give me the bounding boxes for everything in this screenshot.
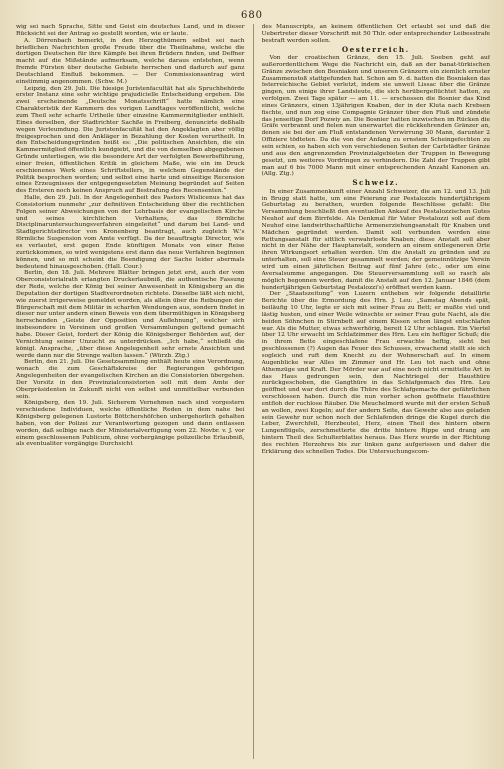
- article-paragraph: Berlin, den 21. Juli. Die Gesetzsammlung enthält heute eine Verordnung, wonach die zum Geschäftskreise der Regierungen gehörigen Angelegenheiten der evangelischen Kirchen an die Consistorien übergehen. Der Vorsitz in den Provinzialconsistorien soll mit dem Amte der Oberpräsidenten in Zukunft nicht von selbst und unmittelbar verbunden sein.: [16, 359, 245, 400]
- left-column: [16, 24, 245, 759]
- article-paragraph: In einer Zusammenkunft einer Anzahl Schweizer, die am 12. und 13. Juli in Brugg statt hatte, um eine Feierung zur Pestalozzis hundertjährigem Geburtstag zu berathen, wurden folgende Beschlüsse gefaßt: Die Versammlung beschließt den eventuellen Ankauf des Pestalozzischen Gutes Neuhof auf dem Birrfelde. Als Denkmal für Vater Pestalozzi soll auf dem Neuhof eine landwirthschaftliche Armenerziehungsanstalt für Knaben und Mädchen gegründet werden. Damit soll verbunden werden eine Rettungsanstalt für sittlich verwahrloste Knaben; diese Anstalt soll aber nicht in der Nähe der Hauptanstalt, sondern an einem entlegeneren Orte ihren Wirkungsort erhalten werden. Um die Anstalt zu gründen und zu unterhalten, soll eine Steuer gesammelt werden; der gemeinnützige Verein wird um einen jährlichen Beitrag auf fünf Jahre (etc., oder um eine Aversalsumme angegangen. Die Steuerversammlung soll so rasch als möglich begonnen werden, damit die Anstalt auf den 12. Januar 1846 (dem hundertjährigen Geburtstag Pestalozzi's) eröffnet werden kann.: [261, 188, 491, 291]
- article-paragraph: Königsberg, den 19. Juli. Sicherem Vernehmen nach sind vorgestern verschiedene Individuen, welche öffentliche Reden in dem nahe bei Königsberg gelegenen Lustorte Böttchershöfchen unbergehorlich gehalten haben, von der Polizei zur Verantwortung gezogen und dann entlassen worden, daß selbige nach der Ministerialverfügung vom 22. Novbr. v. J. vor einem geschlossenen Publicum, ohne vorhergängige polizeiliche Erlaubniß, als eventualiter vorgängige Durchsicht: [16, 400, 245, 448]
- section-heading: Oesterreich.: [341, 44, 410, 54]
- text-columns: [16, 24, 490, 759]
- column-divider: [253, 24, 254, 759]
- article-paragraph: Leipzig, den 29. Juli. Die hiesige Juristenfacultät hat als Spruchbehörde erster Instanz eine sehr wichtige prajudicielle Entscheidung ergehen. Die zwei erscheinende „Deutsche Monatsschrift“ hatte nämlich eine Charakteristik der Kammern des vorigen Landtages veröffentlicht, welche zum Theil sehr scharfe Urtheile über einzelne Kammermitglieder enthielt. Eines derselben, der Stadtrichter Sachße in Freiberg, denuncirte deßhalb wegen Verleumdung. Die Juristenfacultät hat den Angeklagten aber völlig freigesprochen und den Ankläger in Bezahlung der Kosten verurtheilt. In den Entscheidungsgründen heißt es: „Die politischen Ansichten, die ein Kammermitglied öffentlich kundgiebt, und die von demselben abgegebenen Gründe unterliegen, wie die besondere Art der verfolgten Bewerbsführung, einer freien, öffentlichen Kritik in gleichem Maße, wie ein im Druck erschienenes Werk eines Schriftstellers, in welchem Gegenstände der Politik besprochen worden; und selbst eine harte und einseitige Recension eines Erzeugnisses der entgegengesetzten Meinung begründet auf Seiten des Ersteren noch keinen Anspruch auf Bestrafung des Recensenten.“: [16, 85, 245, 195]
- article-paragraph: wig sei nach Sprache, Sitte und Geist ein deutsches Land, und in dieser Rücksicht sei der Antrag so gestellt worden, wie er laute.: [16, 24, 245, 37]
- right-column: [262, 24, 491, 759]
- article-paragraph: Halle, den 29. Juli. In der Angelegenheit des Pastors Wislicenus hat das Consistorium nunmehr „zur definitiven Entscheidung über die rechtlichen Folgen seiner Abweichungen von der Lehrbasis der evangelischen Kirche und seines kirchlichen Verhaltens, das förmliche Disciplinaruntersuchungsverfahren eingeleitet“ und darum bei Land- und Stadtgerichtsdirector von Kronenberg beantragt, auch zugleich W.'s förmliche Suspension vom Amte verfügt. Da der beauftragte Director, wie es verlautet, erst gegen Ende künftigen Monats von einer Reise zurückkommen, so wird wenigstens erst dann das neue Verfahren beginnen können, und so mit scheint die Beendigung der Sache leider abermals bedeutend hinausgeschoben. (Hall. Cour.): [16, 195, 245, 270]
- article-paragraph: Von der croatischen Gränze, den 15. Juli. Soeben geht auf außerordentlichem Wege die Nachricht ein, daß an der banat-türkischen Gränze zwischen den Bosniaken und unseren Gränzern ein ziemlich ernster Zusammenstoß stattgefunden hat. Schon am 9. d. hatten die Bosniaken das österreichische Gebiet verletzt, indem sie unweit Lissac über die Gränze gingen, um einige ihrer Landsleute, die sich herübergeflüchtet hatten, zu verfolgen. Zwei Tage später — am 11. — erschossen die Bosnier das Kind eines Gränzers, einen 13jährigen Knaben, der in der Kluta nach Krebsen fischte, und nun zog eine Compagnie Gränzer über den Fluß und zündete das jenseitige Dorf Pozwiy an. Die Bosnier hatten inzwischen im Rücken die Gräfe verbrannt und fielen nun unerwartet die rückkehrenden Gränzer an, denen sie bei der am Fluß entstandenen Verwirrung 30 Mann, darunter 2 Offiziere tödteten. Da die von der Anfang zu ernstem Scheingefechten zu sein schien, so haben sich von verschiedenen Seiten der Carlstädter Gränze und aus den angrenzenden Provinzialgebieten der Truppen in Bewegung gesetzt, um weiteres Vordringen zu verhindern. Die Zahl der Truppen gibt man auf 6 bis 7000 Mann mit einer entsprechenden Anzahl Kanonen an. (Allg. Ztg.): [261, 55, 491, 178]
- section-heading: Schweiz.: [352, 178, 400, 188]
- article-paragraph: Berlin, den 18. Juli. Mehrere Blätter bringen jetzt erst, auch der vom Oberconsistorialrath erlangten Druckerlaubniß, die authentische Fassung der Rede, welche der König bei seiner Anwesenheit in Königsberg an die Deputation der dortigen Stadtverordneten richtete. Dieselbe läßt sich nicht, wie zuerst irrigerweise gemeldet worden, als allein über die Reibungen der Bürgerschaft mit dem Militär in scharfen Wendungen aus, sondern findet in dieser nur unter andern einen Beweis von dem übermüthigen in Königsberg herrschenden „Geiste der Opposition und Auflehnung“, welcher sich insbesondere in Vereinen und großen Versammlungen geltend gemacht habe. Dieser Geist, fordert der König die Königsberger Behörden auf, der Vernichtung seiner Unzucht zu unterdrücken. „Ich habe,“ schließt die königl. Ansprache, „über diese Angelegenheit sehr ernste Ansichten und werde dann nur die Strenge walten lassen.“ (Würzb. Ztg.): [16, 270, 245, 359]
- article-paragraph: des Manuscripts, an keinem öffentlichen Ort erlaubt sei und daß die Uebertreter dieser Vorschrift mit 50 Thlr. oder entsprechender Leibesstrafe bestraft werden sollen.: [261, 24, 491, 44]
- page-number: 680: [240, 10, 264, 21]
- article-paragraph: Der „Staatszeitung“ von Luzern entheben wir folgende detaillirte Berichte über die Ermordung des Hrn. J. Leu: „Samstag Abends spät, beiläufig 10 Uhr, legte er sich mit seiner Frau zu Bett; er mußte viel und lästig husten, und einer Weile wünschte er seiner Frau gute Nacht, als die beiden Söhnchen in Stirnbett auf einem Kissen schon längst entschlafen war. Als die Mutter, etwas schwerhörig, bereit 12 Uhr schlagen. Ein Viertel über 12 Uhr erwacht im Schlafzimmer des Hrn. Leu ein heftiger Schuß; die in ihrem Bette eingeschlafene Frau erwachte heftig, sieht bei geschlossenen (?) Augen das Feuer des Schusses, erwachend stellt sie sich sogleich und ruft dem Knecht zu der Wohnerschaft auf. In einem Augenblicke war Alles im Zimmer und Hr. Leu tot nach und ohne Athemzüge und Kraft. Der Mörder war auf eine noch nicht ermittelte Art in das Haus gedrungen sein, den Nachtriegel der Hausthüre zurückgeschoben, die Gangthüre in das Schlafgemach des Hrn. Leu geöffnet und war dort durch die Thüre des Schlafgemachs der gefährlichen verschlossen haben. Durch die nun vorher schon geöffnete Hausthüre entfloh der ruchlose Räuber. Die Meuchelmord wurde mit der ersten Schuß an wollen, zwei Kugeln; auf der andern Seite, das Gewehr also aus geladen sein Gewehr nur schon noch der Schlafenden dringe die Kugel durch die Leber, Zwerchfell, Herzbeutel, Herz, einen Theil des hintern obern Lungenflügels, zerschmetterte die dritte hintere Rippe und drang am hintern Theil des Schulterblattes heraus. Das Herz wurde in der Richtung des rechten Herzohres bis zur linken ganz aufgerissen und daher die Erklärung des schnellen Todes. Die Untersuchungscom-: [261, 291, 491, 455]
- article-paragraph: A. Dörrenbach bemerkt, in den Herzogthümern selbst sei nach brieflichen Nachrichten große Freude über die Theilnahme, welche die dortigen Deutschen für ihre Kämpfe bei ihren Brüdern finden, und Deffner macht auf die Mißstände aufmerksam, welche daraus entstehen, wenn fremde Fürsten über deutsche Gebiete herrschen und dadurch auf ganz Deutschland Einfluß bekommen. — Der Commissionsantrag wird einstimmig angenommen. (Schw. M.): [16, 37, 245, 85]
